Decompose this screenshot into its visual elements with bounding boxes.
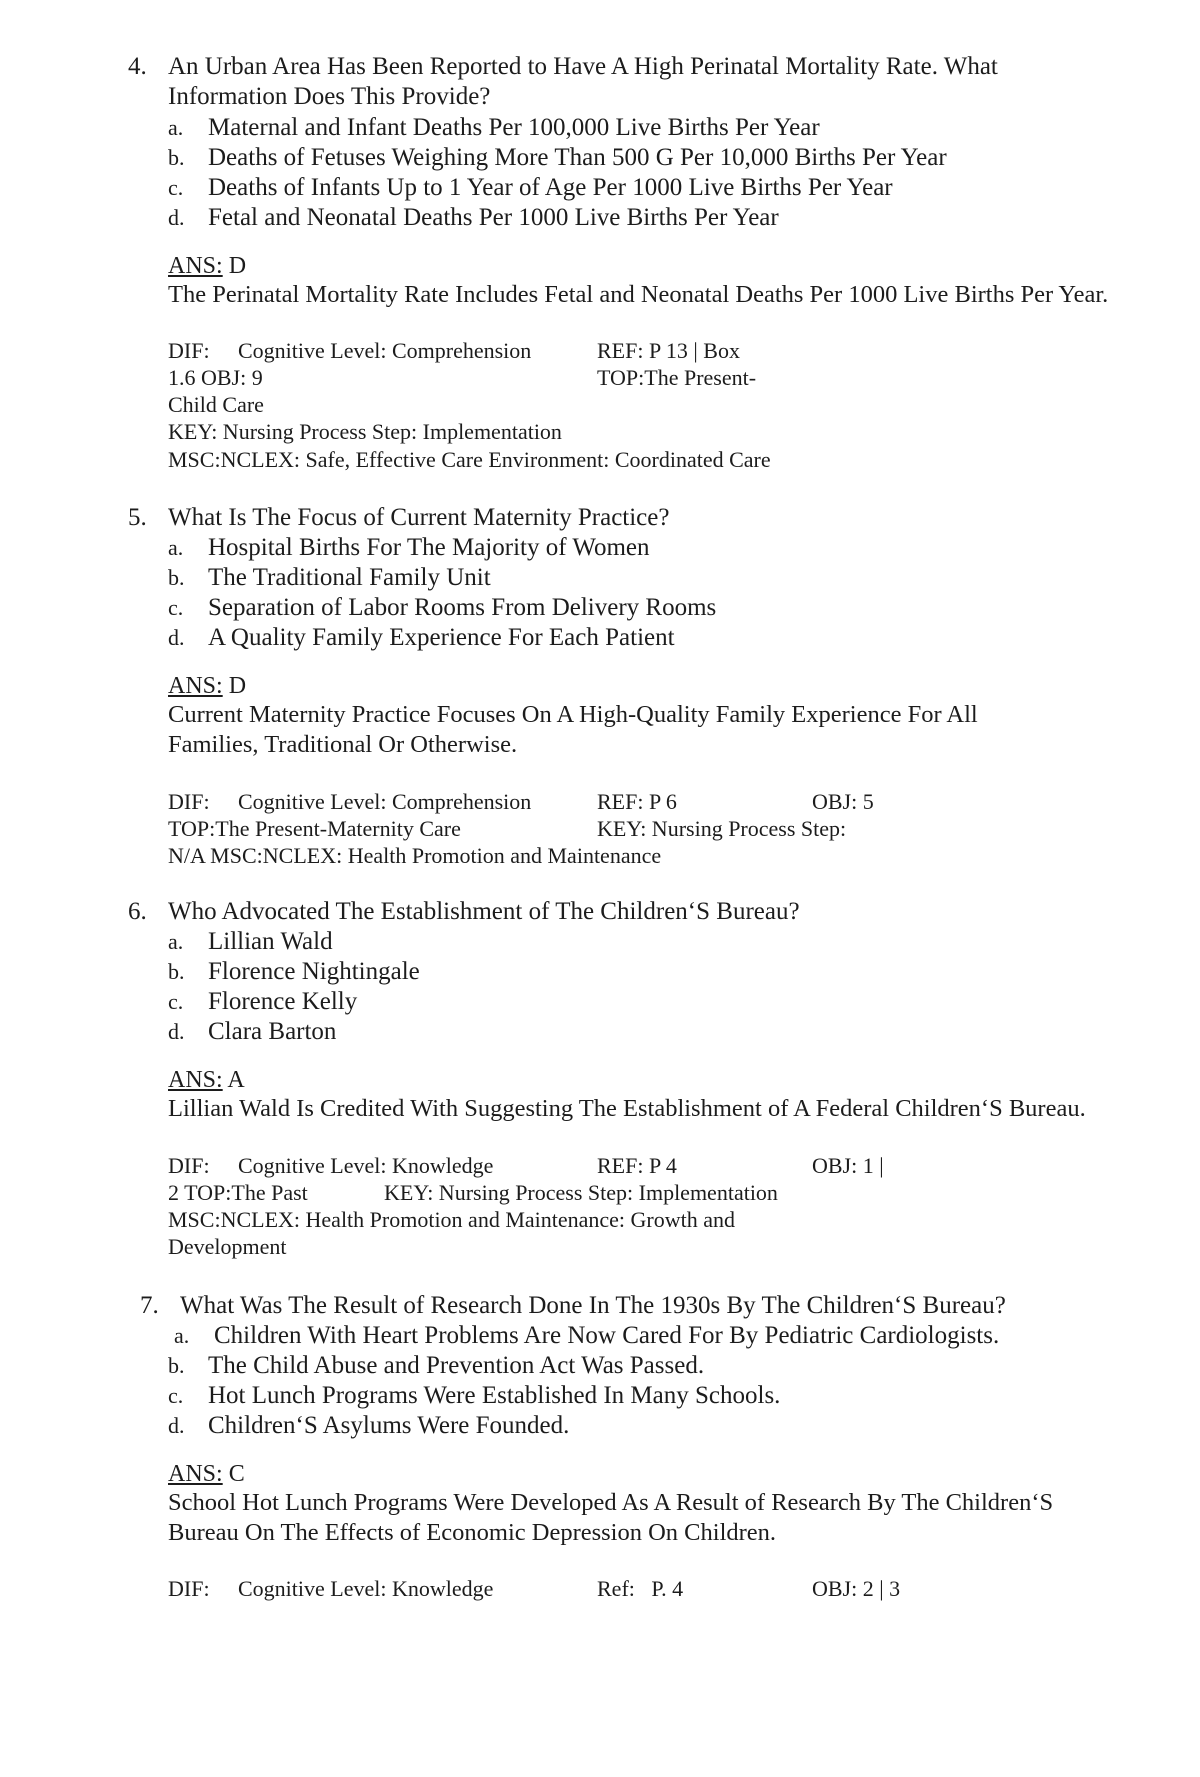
- meta-dif-value: Cognitive Level: Comprehension: [238, 789, 532, 814]
- answer-explanation: Families, Traditional Or Otherwise.: [168, 731, 518, 758]
- option-text: Hospital Births For The Majority of Women: [208, 534, 650, 561]
- option-text: Lillian Wald: [208, 928, 333, 955]
- option-text: Fetal and Neonatal Deaths Per 1000 Live Births Per Year: [208, 204, 779, 231]
- meta-obj: 1.6 OBJ: 9: [168, 365, 263, 390]
- option-text: Maternal and Infant Deaths Per 100,000 Live Births Per Year: [208, 114, 820, 141]
- option-text: Florence Nightingale: [208, 958, 420, 985]
- option-letter: b.: [168, 1353, 185, 1378]
- meta-key: KEY: Nursing Process Step: Implementation: [168, 419, 562, 444]
- option-letter: a.: [168, 535, 184, 560]
- option-letter: c.: [168, 1383, 184, 1408]
- answer-line: [168, 1065, 245, 1095]
- answer-line: [168, 1459, 245, 1489]
- option-text: Children With Heart Problems Are Now Cared For By Pediatric Cardiologists.: [214, 1322, 1000, 1349]
- answer-line: [168, 671, 246, 701]
- option-text: Separation of Labor Rooms From Delivery Rooms: [208, 594, 717, 621]
- option-letter: d.: [168, 1413, 185, 1438]
- answer-label: ANS:: [168, 673, 223, 699]
- answer-explanation: Current Maternity Practice Focuses On A High-Quality Family Experience For All: [168, 701, 978, 728]
- question-number: 4.: [128, 53, 147, 80]
- option-letter: a.: [174, 1323, 190, 1348]
- meta-msc-continued: Development: [168, 1234, 287, 1259]
- option-letter: b.: [168, 959, 185, 984]
- option-text: Deaths of Fetuses Weighing More Than 500 G Per 10,000 Births Per Year: [208, 144, 947, 171]
- answer-explanation: Lillian Wald Is Credited With Suggesting The Establishment of A Federal Children‘S Bureau.: [168, 1095, 1086, 1122]
- meta-key: KEY: Nursing Process Step: Implementation: [384, 1180, 778, 1205]
- option-letter: c.: [168, 595, 184, 620]
- answer-label: ANS:: [168, 1461, 223, 1487]
- option-text: Children‘S Asylums Were Founded.: [208, 1412, 570, 1439]
- question-number: 6.: [128, 898, 147, 925]
- option-text: The Child Abuse and Prevention Act Was Passed.: [208, 1352, 705, 1379]
- question-stem: Information Does This Provide?: [168, 83, 491, 110]
- meta-dif-value: Cognitive Level: Comprehension: [238, 338, 532, 363]
- meta-ref: REF: P 13 | Box: [597, 338, 740, 363]
- option-text: A Quality Family Experience For Each Patient: [208, 624, 675, 651]
- option-letter: d.: [168, 625, 185, 650]
- question-stem: Who Advocated The Establishment of The Children‘S Bureau?: [168, 898, 800, 925]
- answer-explanation: School Hot Lunch Programs Were Developed As A Result of Research By The Children‘S: [168, 1489, 1054, 1516]
- question-number: 7.: [140, 1292, 159, 1319]
- meta-msc: MSC:NCLEX: Health Promotion and Maintenance: Growth and: [168, 1207, 736, 1232]
- answer-value: C: [228, 1461, 245, 1487]
- option-letter: d.: [168, 1019, 185, 1044]
- answer-explanation: The Perinatal Mortality Rate Includes Fetal and Neonatal Deaths Per 1000 Live Births Per Year.: [168, 281, 1109, 308]
- option-letter: c.: [168, 175, 184, 200]
- answer-value: A: [227, 1067, 245, 1093]
- answer-line: [168, 251, 246, 281]
- option-text: Florence Kelly: [208, 988, 358, 1015]
- meta-top-continued: Child Care: [168, 392, 264, 417]
- answer-explanation: Bureau On The Effects of Economic Depression On Children.: [168, 1519, 777, 1546]
- meta-obj: OBJ: 1 |: [812, 1153, 884, 1178]
- meta-dif-label: DIF:: [168, 338, 210, 363]
- meta-obj: OBJ: 5: [812, 789, 874, 814]
- option-text: Hot Lunch Programs Were Established In Many Schools.: [208, 1382, 781, 1409]
- option-letter: a.: [168, 929, 184, 954]
- meta-dif-value: Cognitive Level: Knowledge: [238, 1153, 494, 1178]
- meta-dif-value: Cognitive Level: Knowledge: [238, 1576, 494, 1601]
- option-text: Clara Barton: [208, 1018, 337, 1045]
- option-text: The Traditional Family Unit: [208, 564, 491, 591]
- answer-value: D: [228, 253, 247, 279]
- option-letter: c.: [168, 989, 184, 1014]
- question-stem: An Urban Area Has Been Reported to Have A High Perinatal Mortality Rate. What: [168, 53, 998, 80]
- meta-key: KEY: Nursing Process Step:: [597, 816, 847, 841]
- answer-value: D: [228, 673, 247, 699]
- meta-dif-label: DIF:: [168, 1576, 210, 1601]
- meta-msc: MSC:NCLEX: Safe, Effective Care Environment: Coordinated Care: [168, 447, 771, 472]
- option-text: Deaths of Infants Up to 1 Year of Age Per 1000 Live Births Per Year: [208, 174, 893, 201]
- question-number: 5.: [128, 504, 147, 531]
- meta-top: TOP:The Present-Maternity Care: [168, 816, 461, 841]
- meta-ref: REF: P 4: [597, 1153, 677, 1178]
- question-stem: What Was The Result of Research Done In The 1930s By The Children‘S Bureau?: [180, 1292, 1006, 1319]
- meta-obj: OBJ: 2 | 3: [812, 1576, 901, 1601]
- meta-ref: Ref: P. 4: [597, 1576, 684, 1601]
- option-letter: d.: [168, 205, 185, 230]
- answer-label: ANS:: [168, 253, 223, 279]
- option-letter: a.: [168, 115, 184, 140]
- meta-dif-label: DIF:: [168, 789, 210, 814]
- meta-top: 2 TOP:The Past: [168, 1180, 308, 1205]
- meta-top: TOP:The Present-: [597, 365, 757, 390]
- answer-label: ANS:: [168, 1067, 223, 1093]
- question-stem: What Is The Focus of Current Maternity Practice?: [168, 504, 670, 531]
- meta-dif-label: DIF:: [168, 1153, 210, 1178]
- option-letter: b.: [168, 145, 185, 170]
- option-letter: b.: [168, 565, 185, 590]
- meta-msc: N/A MSC:NCLEX: Health Promotion and Maintenance: [168, 843, 662, 868]
- meta-ref: REF: P 6: [597, 789, 677, 814]
